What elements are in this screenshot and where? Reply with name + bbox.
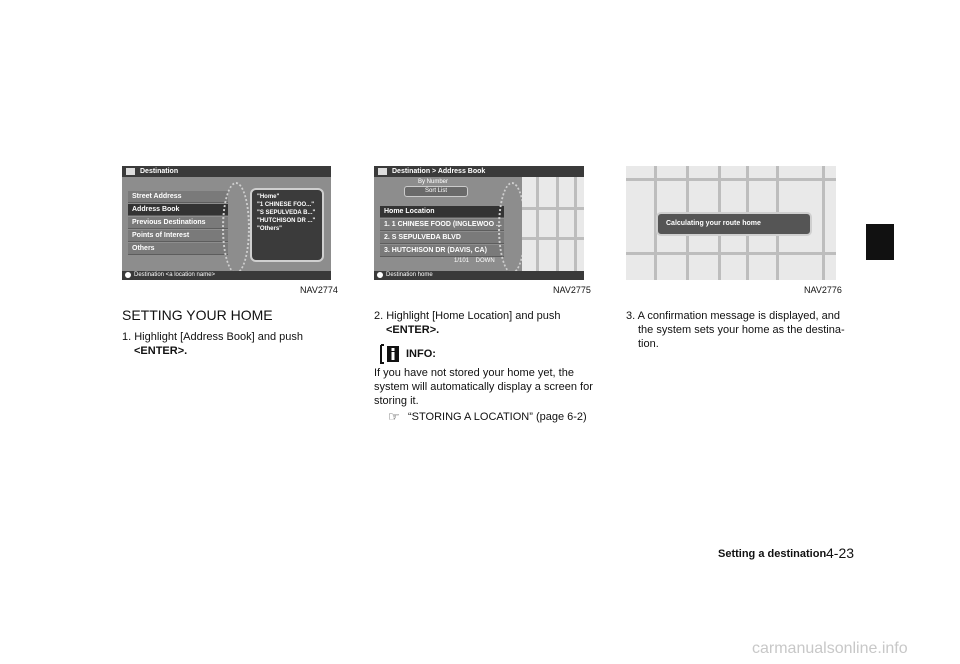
info-label: INFO: [406, 348, 436, 360]
step-1 [122, 330, 352, 358]
popup-line: "Others" [257, 226, 283, 232]
info-text-line: system will automatically display a screen for [374, 381, 593, 393]
step-2 [374, 309, 604, 337]
status-text: Destination <a location name> [134, 272, 216, 278]
info-icon [377, 272, 383, 278]
step-3-line: tion. [638, 338, 659, 350]
step-3 [626, 309, 866, 351]
info-icon [380, 344, 402, 364]
info-text-line: If you have not stored your home yet, the [374, 367, 574, 379]
step-1-line: 1. Highlight [Address Book] and push [122, 331, 304, 343]
row-2: 2. S SEPULVEDA BLVD [380, 232, 504, 244]
row-home-location: Home Location [380, 206, 504, 218]
caption-nav2775: NAV2775 [553, 285, 591, 295]
screen-title [374, 166, 584, 177]
popup-line: "Home" [257, 194, 280, 200]
step-3-line: the system sets your home as the destina- [638, 324, 845, 336]
pointing-hand-icon: ☞ [388, 409, 400, 424]
flag-icon [378, 168, 387, 175]
screenshot-nav2776 [626, 166, 836, 280]
section-heading: SETTING YOUR HOME [122, 307, 273, 323]
info-text [374, 366, 614, 408]
sort-list-button: Sort List [404, 186, 468, 197]
mini-map [522, 177, 584, 271]
info-text-line: storing it. [374, 395, 419, 407]
scroll-dial [222, 182, 250, 274]
row-3: 3. HUTCHISON DR (DAVIS, CA) [380, 245, 504, 257]
screen-title-text: Destination [140, 168, 179, 175]
status-bar [122, 271, 331, 280]
popup-line: "1 CHINESE FOO..." [257, 202, 315, 208]
status-bar [374, 271, 584, 280]
popup-line: "HUTCHISON DR ..." [257, 218, 316, 224]
calculating-message: Calculating your route home [656, 212, 812, 236]
step-2-line: <ENTER>. [386, 324, 440, 336]
screen-title-text: Destination > Address Book [392, 168, 486, 175]
screen-title [122, 166, 331, 177]
menu-item-others: Others [128, 243, 228, 255]
menu-item-previous-destinations: Previous Destinations [128, 217, 228, 229]
menu-item-street-address: Street Address [128, 191, 228, 203]
step-3-line: 3. A confirmation message is displayed, and [626, 310, 841, 322]
popup-line: "S SEPULVEDA B..." [257, 210, 316, 216]
screenshot-nav2774 [122, 166, 331, 280]
menu-item-points-of-interest: Points of Interest [128, 230, 228, 242]
caption-nav2774: NAV2774 [300, 285, 338, 295]
footer-section-title: Setting a destination [718, 548, 827, 560]
watermark: carmanualsonline.info [752, 640, 908, 657]
address-book-popup [250, 188, 324, 262]
chapter-tab [866, 224, 894, 260]
info-reference: “STORING A LOCATION” (page 6-2) [408, 411, 587, 423]
caption-nav2776: NAV2776 [804, 285, 842, 295]
info-icon [125, 272, 131, 278]
status-text: Destination home [386, 272, 433, 278]
step-1-line: <ENTER>. [134, 345, 188, 357]
menu-item-address-book: Address Book [128, 204, 228, 216]
step-2-line: 2. Highlight [Home Location] and push [374, 310, 561, 322]
page-number: 4-23 [826, 545, 855, 561]
row-1: 1. 1 CHINESE FOOD (INGLEWOO ... [380, 219, 504, 231]
by-number-label: By Number [418, 179, 449, 185]
pager-text: 1/101 DOWN [454, 258, 495, 264]
screenshot-nav2775 [374, 166, 584, 280]
flag-icon [126, 168, 135, 175]
